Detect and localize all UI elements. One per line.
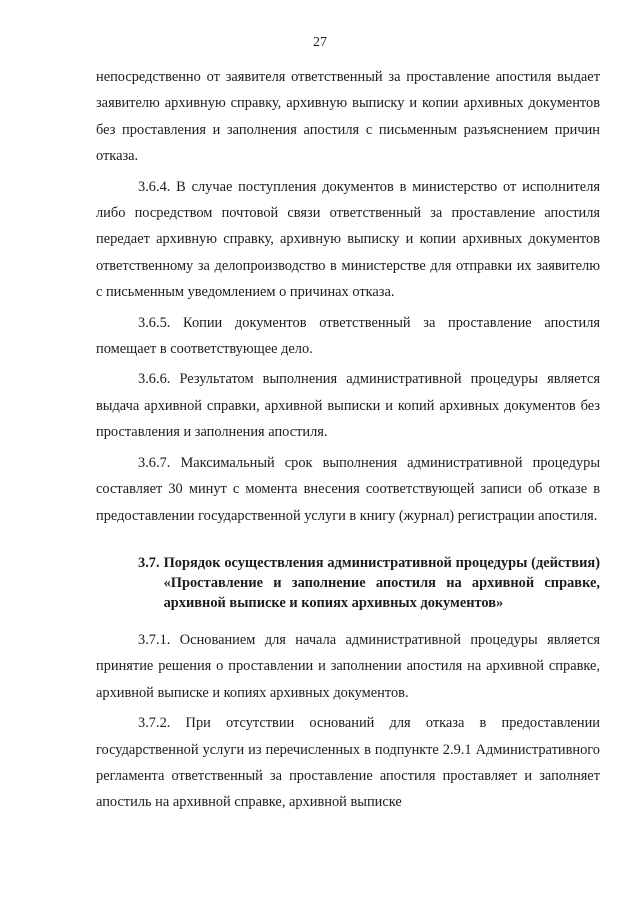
- paragraph-continuation: непосредственно от заявителя ответственный за проставление апостиля выдает заявителю архивную справку, архивную выписку и копии архивных документов без проставления и заполнения апостиля с письменным разъяснением причин отказа.: [96, 69, 600, 165]
- document-body: [96, 64, 600, 816]
- paragraph-3-6-5: 3.6.5. Копии документов ответственный за проставление апостиля помещает в соответствующее дело.: [96, 314, 600, 358]
- paragraph-3-7-1: 3.7.1. Основанием для начала административной процедуры является принятие решения о проставлении и заполнении апостиля на архивной справке, архивной выписке и копиях архивных документов.: [96, 631, 600, 701]
- paragraph-3-7-2: 3.7.2. При отсутствии оснований для отказа в предоставлении государственной услуги из перечисленных в подпункте 2.9.1 Административного регламента ответственный за проставление апостиля проставляет и заполняет апостиль на архивной справке, архивной выписке: [96, 715, 600, 811]
- paragraph-3-6-4: 3.6.4. В случае поступления документов в министерство от исполнителя либо посредством почтовой связи ответственный за проставление апостиля передает архивную справку, архивную выписку и копии архивных документов ответственному за делопроизводство в министерстве для отправки их заявителю с письменным уведомлением о причинах отказа.: [96, 178, 600, 301]
- paragraph-3-6-6: 3.6.6. Результатом выполнения административной процедуры является выдача архивной справки, архивной выписки и копий архивных документов без проставления и заполнения апостиля.: [96, 371, 600, 441]
- paragraph-3-6-7: 3.6.7. Максимальный срок выполнения административной процедуры составляет 30 минут с момента внесения соответствующей записи об отказе в предоставлении государственной услуги в книгу (журнал) регистрации апостиля.: [96, 454, 600, 524]
- section-heading-3-7: [96, 553, 600, 613]
- section-number: 3.7.: [138, 554, 160, 571]
- page-number: 27: [313, 35, 327, 50]
- section-title: Порядок осуществления административной процедуры (действия) «Проставление и заполнение апостиля на архивной справке, архивной выписке и копиях архивных документов»: [163, 554, 600, 611]
